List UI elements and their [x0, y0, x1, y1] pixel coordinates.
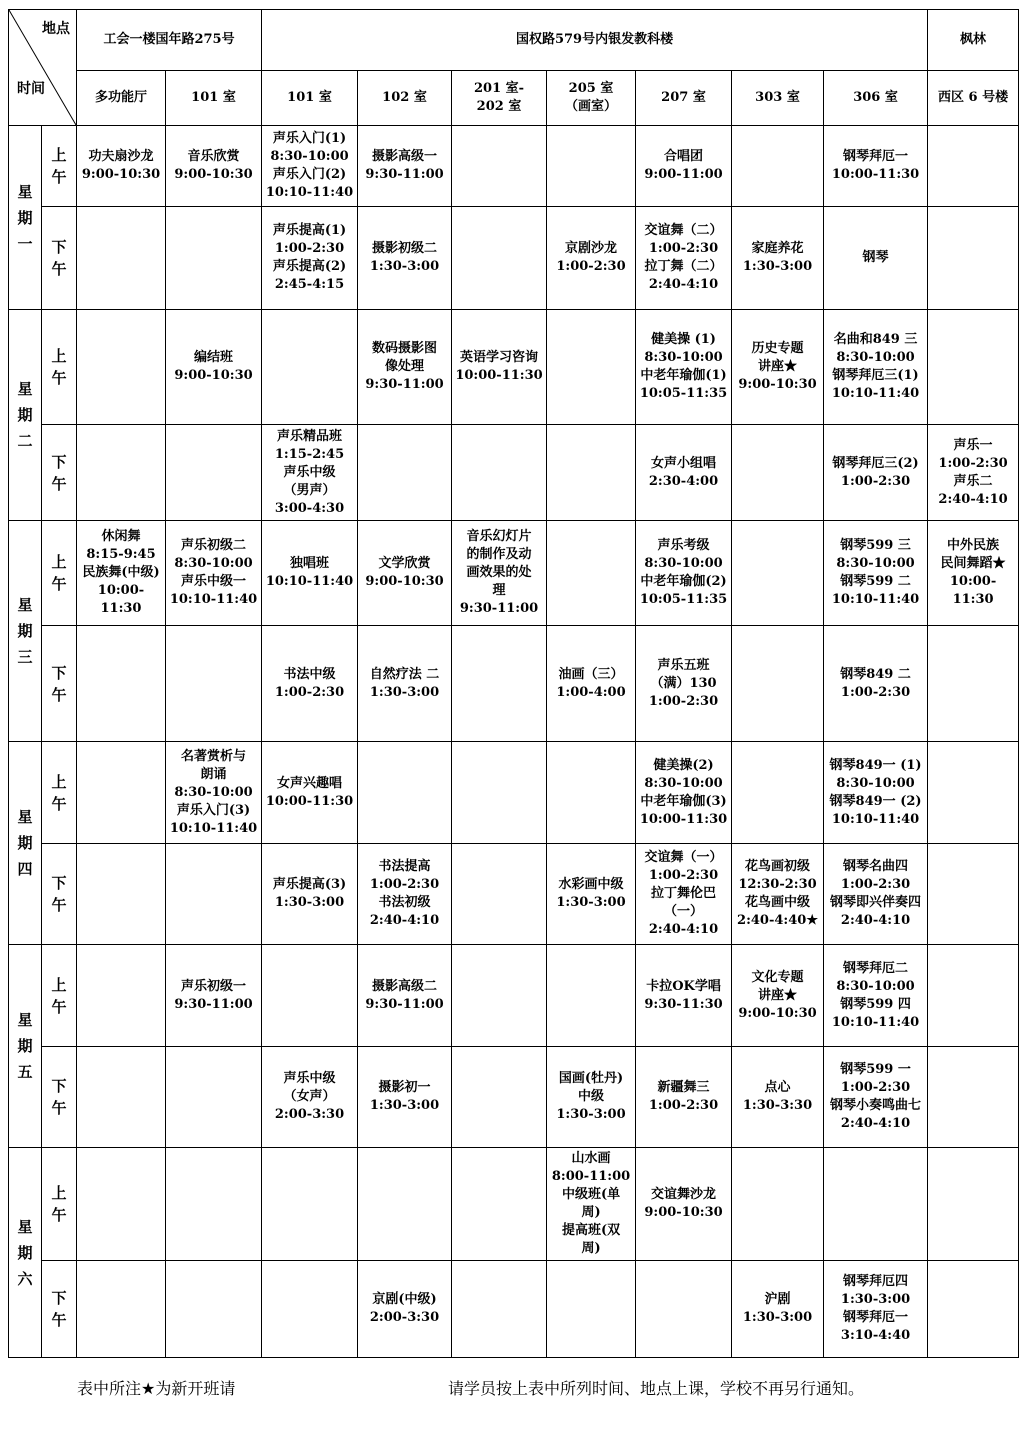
half-day-label: 下 午 — [42, 425, 77, 521]
class-cell: 声乐初级二 8:30-10:00 声乐中级一 10:10-11:40 — [166, 521, 262, 626]
class-cell: 合唱团 9:00-11:00 — [636, 126, 732, 207]
class-cell: 历史专题 讲座★ 9:00-10:30 — [732, 310, 824, 425]
class-cell — [732, 742, 824, 844]
class-cell: 声乐入门(1) 8:30-10:00 声乐入门(2) 10:10-11:40 — [262, 126, 358, 207]
header-row-rooms — [9, 71, 1019, 126]
class-cell: 水彩画中级 1:30-3:00 — [547, 844, 636, 945]
class-cell — [452, 1047, 547, 1148]
room-header: 多功能厅 — [77, 71, 166, 126]
room-header: 101 室 — [166, 71, 262, 126]
day-label: 星 期 五 — [9, 945, 42, 1148]
class-cell: 京剧沙龙 1:00-2:30 — [547, 207, 636, 310]
class-cell — [77, 425, 166, 521]
class-cell — [452, 1261, 547, 1358]
half-day-label: 下 午 — [42, 626, 77, 742]
schedule-row — [9, 1148, 1019, 1261]
class-cell: 女声兴趣唱 10:00-11:30 — [262, 742, 358, 844]
class-cell — [928, 945, 1019, 1047]
class-cell: 点心 1:30-3:30 — [732, 1047, 824, 1148]
class-cell: 国画(牡丹) 中级 1:30-3:00 — [547, 1047, 636, 1148]
class-cell: 名曲和849 三 8:30-10:00 钢琴拜厄三(1) 10:10-11:40 — [824, 310, 928, 425]
class-cell — [77, 1261, 166, 1358]
class-cell — [636, 1261, 732, 1358]
schedule-row — [9, 207, 1019, 310]
half-day-label: 下 午 — [42, 844, 77, 945]
class-cell: 英语学习咨询 10:00-11:30 — [452, 310, 547, 425]
class-cell: 钢琴拜厄一 10:00-11:30 — [824, 126, 928, 207]
class-cell — [547, 310, 636, 425]
footer-note-left: 表中所注★为新开班请 — [77, 1379, 236, 1398]
class-cell: 新疆舞三 1:00-2:30 — [636, 1047, 732, 1148]
class-cell: 自然疗法 二 1:30-3:00 — [358, 626, 452, 742]
footer-note-right: 请学员按上表中所列时间、地点上课，学校不再另行通知。 — [448, 1379, 865, 1398]
class-cell — [732, 521, 824, 626]
class-cell: 休闲舞 8:15-9:45 民族舞(中级) 10:00-11:30 — [77, 521, 166, 626]
class-cell: 音乐幻灯片 的制作及动 画效果的处 理 9:30-11:00 — [452, 521, 547, 626]
class-cell: 声乐精品班 1:15-2:45 声乐中级 （男声） 3:00-4:30 — [262, 425, 358, 521]
class-cell: 声乐提高(1) 1:00-2:30 声乐提高(2) 2:45-4:15 — [262, 207, 358, 310]
class-cell — [452, 207, 547, 310]
building-header-1: 工会一楼国年路275号 — [77, 10, 262, 71]
class-cell — [547, 742, 636, 844]
class-cell: 女声小组唱 2:30-4:00 — [636, 425, 732, 521]
class-cell: 钢琴599 三 8:30-10:00 钢琴599 二 10:10-11:40 — [824, 521, 928, 626]
class-cell — [166, 1047, 262, 1148]
class-cell: 中外民族 民间舞蹈★ 10:00-11:30 — [928, 521, 1019, 626]
class-cell — [166, 1261, 262, 1358]
room-header: 207 室 — [636, 71, 732, 126]
class-cell: 钢琴849一 (1) 8:30-10:00 钢琴849一 (2) 10:10-11:40 — [824, 742, 928, 844]
class-cell: 健美操 (1) 8:30-10:00 中老年瑜伽(1) 10:05-11:35 — [636, 310, 732, 425]
schedule-row — [9, 1261, 1019, 1358]
half-day-label: 上 午 — [42, 945, 77, 1047]
class-cell — [928, 207, 1019, 310]
class-cell: 数码摄影图 像处理 9:30-11:00 — [358, 310, 452, 425]
class-cell — [77, 945, 166, 1047]
schedule-row — [9, 742, 1019, 844]
class-cell: 花鸟画初级 12:30-2:30 花鸟画中级 2:40-4:40★ — [732, 844, 824, 945]
room-header: 306 室 — [824, 71, 928, 126]
class-cell — [547, 945, 636, 1047]
class-cell — [452, 1148, 547, 1261]
corner-time-label: 时间 — [17, 81, 45, 97]
class-cell: 油画（三） 1:00-4:00 — [547, 626, 636, 742]
room-header: 303 室 — [732, 71, 824, 126]
class-cell — [732, 126, 824, 207]
class-cell — [166, 1148, 262, 1261]
class-cell — [77, 207, 166, 310]
class-cell: 家庭养花 1:30-3:00 — [732, 207, 824, 310]
class-cell — [928, 1047, 1019, 1148]
class-cell — [452, 844, 547, 945]
class-cell: 摄影高级一 9:30-11:00 — [358, 126, 452, 207]
header-row-buildings — [9, 10, 1019, 71]
class-cell — [732, 626, 824, 742]
class-cell: 摄影初级二 1:30-3:00 — [358, 207, 452, 310]
day-label: 星 期 一 — [9, 126, 42, 310]
day-label: 星 期 二 — [9, 310, 42, 521]
class-cell: 钢琴拜厄三(2) 1:00-2:30 — [824, 425, 928, 521]
schedule-row — [9, 626, 1019, 742]
class-cell — [928, 1261, 1019, 1358]
class-cell — [262, 1261, 358, 1358]
class-cell — [732, 1148, 824, 1261]
class-cell: 钢琴名曲四 1:00-2:30 钢琴即兴伴奏四 2:40-4:10 — [824, 844, 928, 945]
class-cell: 交谊舞（一） 1:00-2:30 拉丁舞伦巴 （一） 2:40-4:10 — [636, 844, 732, 945]
class-cell: 声乐初级一 9:30-11:00 — [166, 945, 262, 1047]
class-cell — [547, 521, 636, 626]
room-header: 102 室 — [358, 71, 452, 126]
building-header-2: 国权路579号内银发教科楼 — [262, 10, 928, 71]
class-cell — [732, 425, 824, 521]
room-header: 101 室 — [262, 71, 358, 126]
class-cell — [166, 844, 262, 945]
class-cell — [547, 126, 636, 207]
class-cell: 山水画 8:00-11:00 中级班(单 周) 提高班(双 周) — [547, 1148, 636, 1261]
class-cell: 健美操(2) 8:30-10:00 中老年瑜伽(3) 10:00-11:30 — [636, 742, 732, 844]
schedule-row — [9, 1047, 1019, 1148]
class-cell: 京剧(中级) 2:00-3:30 — [358, 1261, 452, 1358]
class-cell: 名著赏析与 朗诵 8:30-10:00 声乐入门(3) 10:10-11:40 — [166, 742, 262, 844]
schedule-row — [9, 310, 1019, 425]
half-day-label: 上 午 — [42, 310, 77, 425]
class-cell: 沪剧 1:30-3:00 — [732, 1261, 824, 1358]
class-cell: 卡拉OK学唱 9:30-11:30 — [636, 945, 732, 1047]
schedule-row — [9, 521, 1019, 626]
half-day-label: 下 午 — [42, 1047, 77, 1148]
building-header-3: 枫林 — [928, 10, 1019, 71]
half-day-label: 上 午 — [42, 126, 77, 207]
class-cell — [452, 425, 547, 521]
class-cell: 声乐考级 8:30-10:00 中老年瑜伽(2) 10:05-11:35 — [636, 521, 732, 626]
class-cell — [77, 844, 166, 945]
class-cell — [547, 1261, 636, 1358]
class-cell — [928, 310, 1019, 425]
room-header: 205 室 （画室） — [547, 71, 636, 126]
class-cell — [928, 626, 1019, 742]
class-cell: 声乐五班 （满）130 1:00-2:30 — [636, 626, 732, 742]
day-label: 星 期 四 — [9, 742, 42, 945]
class-cell: 交谊舞沙龙 9:00-10:30 — [636, 1148, 732, 1261]
class-cell — [166, 626, 262, 742]
class-cell: 书法中级 1:00-2:30 — [262, 626, 358, 742]
half-day-label: 上 午 — [42, 1148, 77, 1261]
class-cell — [262, 945, 358, 1047]
class-cell — [452, 742, 547, 844]
schedule-row — [9, 945, 1019, 1047]
class-cell — [77, 1148, 166, 1261]
corner-location-label: 地点 — [42, 21, 70, 37]
day-label: 星 期 三 — [9, 521, 42, 742]
class-cell — [77, 310, 166, 425]
class-cell: 音乐欣赏 9:00-10:30 — [166, 126, 262, 207]
class-cell — [262, 1148, 358, 1261]
class-cell — [928, 844, 1019, 945]
class-cell: 独唱班 10:10-11:40 — [262, 521, 358, 626]
class-cell — [928, 126, 1019, 207]
schedule-row — [9, 126, 1019, 207]
half-day-label: 下 午 — [42, 1261, 77, 1358]
class-cell — [358, 742, 452, 844]
class-cell — [547, 425, 636, 521]
class-cell — [358, 1148, 452, 1261]
day-label: 星 期 六 — [9, 1148, 42, 1358]
class-cell: 摄影初一 1:30-3:00 — [358, 1047, 452, 1148]
class-cell — [77, 1047, 166, 1148]
class-cell — [262, 310, 358, 425]
class-cell: 声乐一 1:00-2:30 声乐二 2:40-4:10 — [928, 425, 1019, 521]
schedule-table — [8, 9, 1019, 1358]
class-cell: 声乐提高(3) 1:30-3:00 — [262, 844, 358, 945]
class-cell: 文化专题 讲座★ 9:00-10:30 — [732, 945, 824, 1047]
class-cell — [358, 425, 452, 521]
class-cell: 交谊舞（二） 1:00-2:30 拉丁舞（二） 2:40-4:10 — [636, 207, 732, 310]
class-cell — [824, 1148, 928, 1261]
class-cell — [452, 945, 547, 1047]
room-header: 201 室- 202 室 — [452, 71, 547, 126]
schedule-row — [9, 844, 1019, 945]
class-cell — [928, 742, 1019, 844]
class-cell: 钢琴拜厄四 1:30-3:00 钢琴拜厄一 3:10-4:40 — [824, 1261, 928, 1358]
class-cell: 钢琴849 二 1:00-2:30 — [824, 626, 928, 742]
class-cell — [77, 742, 166, 844]
class-cell: 摄影高级二 9:30-11:00 — [358, 945, 452, 1047]
class-cell: 功夫扇沙龙 9:00-10:30 — [77, 126, 166, 207]
corner-header — [9, 10, 77, 126]
class-cell: 钢琴 — [824, 207, 928, 310]
class-cell — [928, 1148, 1019, 1261]
class-cell — [77, 626, 166, 742]
class-cell: 声乐中级 （女声） 2:00-3:30 — [262, 1047, 358, 1148]
half-day-label: 下 午 — [42, 207, 77, 310]
class-cell — [166, 207, 262, 310]
class-cell — [452, 626, 547, 742]
class-cell: 书法提高 1:00-2:30 书法初级 2:40-4:10 — [358, 844, 452, 945]
room-header: 西区 6 号楼 — [928, 71, 1019, 126]
class-cell — [452, 126, 547, 207]
class-cell: 编结班 9:00-10:30 — [166, 310, 262, 425]
class-cell: 钢琴599 一 1:00-2:30 钢琴小奏鸣曲七 2:40-4:10 — [824, 1047, 928, 1148]
schedule-row — [9, 425, 1019, 521]
class-cell: 文学欣赏 9:00-10:30 — [358, 521, 452, 626]
half-day-label: 上 午 — [42, 521, 77, 626]
class-cell: 钢琴拜厄二 8:30-10:00 钢琴599 四 10:10-11:40 — [824, 945, 928, 1047]
class-cell — [166, 425, 262, 521]
half-day-label: 上 午 — [42, 742, 77, 844]
